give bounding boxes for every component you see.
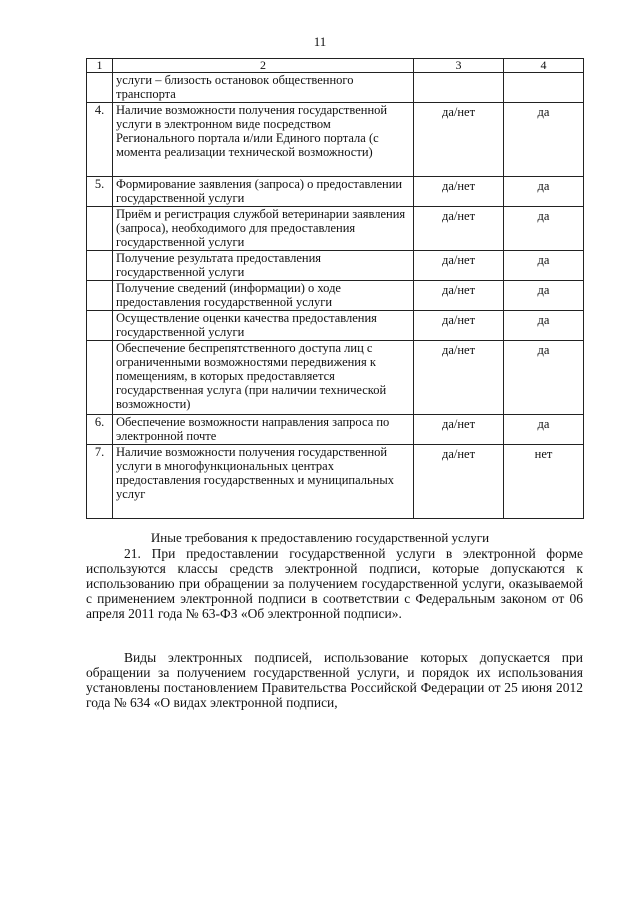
table-row — [87, 73, 584, 103]
page-number: 11 — [313, 34, 327, 49]
table-row — [87, 415, 584, 445]
table-row — [87, 251, 584, 281]
row-number — [87, 207, 113, 251]
paragraph-signature-types: Виды электронных подписей, использование которых допускается при обращении за получением государственной услуги, и порядок их использования установлены постановлением Правительства Российской Федерации от 25 июня 2012 года № 634 «О видах электронной подписи, — [86, 650, 583, 710]
row-value-col3: да/нет — [414, 207, 504, 251]
row-number — [87, 251, 113, 281]
row-value-col3: да/нет — [414, 103, 504, 177]
table-header-cell: 3 — [414, 59, 504, 73]
row-text: Обеспечение возможности направления запроса по электронной почте — [113, 415, 414, 445]
row-text: Обеспечение беспрепятственного доступа лиц с ограниченными возможностями передвижения к помещениям, в которых предоставляется государственная услуга (при наличии технической возможности) — [113, 341, 414, 415]
row-text: Наличие возможности получения государственной услуги в многофункциональных центрах предоставления государственных и муниципальных услуг — [113, 445, 414, 519]
row-value-col3: да/нет — [414, 415, 504, 445]
row-value-col4: да — [504, 415, 584, 445]
row-value-col3: да/нет — [414, 281, 504, 311]
row-number: 6. — [87, 415, 113, 445]
table-header-row — [87, 59, 584, 73]
row-number: 5. — [87, 177, 113, 207]
row-value-col3: да/нет — [414, 341, 504, 415]
table-row — [87, 445, 584, 519]
row-value-col3: да/нет — [414, 445, 504, 519]
requirements-table — [86, 58, 584, 519]
row-number — [87, 281, 113, 311]
row-value-col4: да — [504, 207, 584, 251]
row-value-col3: да/нет — [414, 251, 504, 281]
paragraph-21: 21. При предоставлении государственной услуги в электронной форме используются классы средств электронной подписи, которые допускаются к использованию при обращении за получением государственной услуги, оказываемой с применением электронной подписи в соответствии с Федеральным законом от 06 апреля 2011 года № 63-ФЗ «Об электронной подписи». — [86, 546, 583, 621]
row-value-col4 — [504, 73, 584, 103]
row-value-col4: да — [504, 311, 584, 341]
table-row — [87, 177, 584, 207]
section-title: Иные требования к предоставлению государственной услуги — [150, 530, 490, 545]
table-row — [87, 207, 584, 251]
row-value-col4: да — [504, 251, 584, 281]
table-header-cell: 1 — [87, 59, 113, 73]
row-value-col4: да — [504, 341, 584, 415]
row-number — [87, 73, 113, 103]
table-header-cell: 4 — [504, 59, 584, 73]
row-text: Осуществление оценки качества предоставления государственной услуги — [113, 311, 414, 341]
table-row — [87, 281, 584, 311]
row-number: 4. — [87, 103, 113, 177]
table-row — [87, 103, 584, 177]
table-header-cell: 2 — [113, 59, 414, 73]
row-text: Получение результата предоставления государственной услуги — [113, 251, 414, 281]
row-text: Формирование заявления (запроса) о предоставлении государственной услуги — [113, 177, 414, 207]
row-value-col4: да — [504, 281, 584, 311]
row-value-col3: да/нет — [414, 311, 504, 341]
row-text: Наличие возможности получения государственной услуги в электронном виде посредством Регионального портала и/или Единого портала (с момента реализации технической возможности) — [113, 103, 414, 177]
row-value-col3 — [414, 73, 504, 103]
row-number — [87, 311, 113, 341]
row-value-col4: да — [504, 103, 584, 177]
table-row — [87, 311, 584, 341]
row-text: Приём и регистрация службой ветеринарии заявления (запроса), необходимого для предоставления государственной услуги — [113, 207, 414, 251]
row-number: 7. — [87, 445, 113, 519]
row-text: Получение сведений (информации) о ходе предоставления государственной услуги — [113, 281, 414, 311]
row-value-col4: да — [504, 177, 584, 207]
table-row — [87, 341, 584, 415]
row-text: услуги – близость остановок общественного транспорта — [113, 73, 414, 103]
row-value-col3: да/нет — [414, 177, 504, 207]
row-number — [87, 341, 113, 415]
row-value-col4: нет — [504, 445, 584, 519]
